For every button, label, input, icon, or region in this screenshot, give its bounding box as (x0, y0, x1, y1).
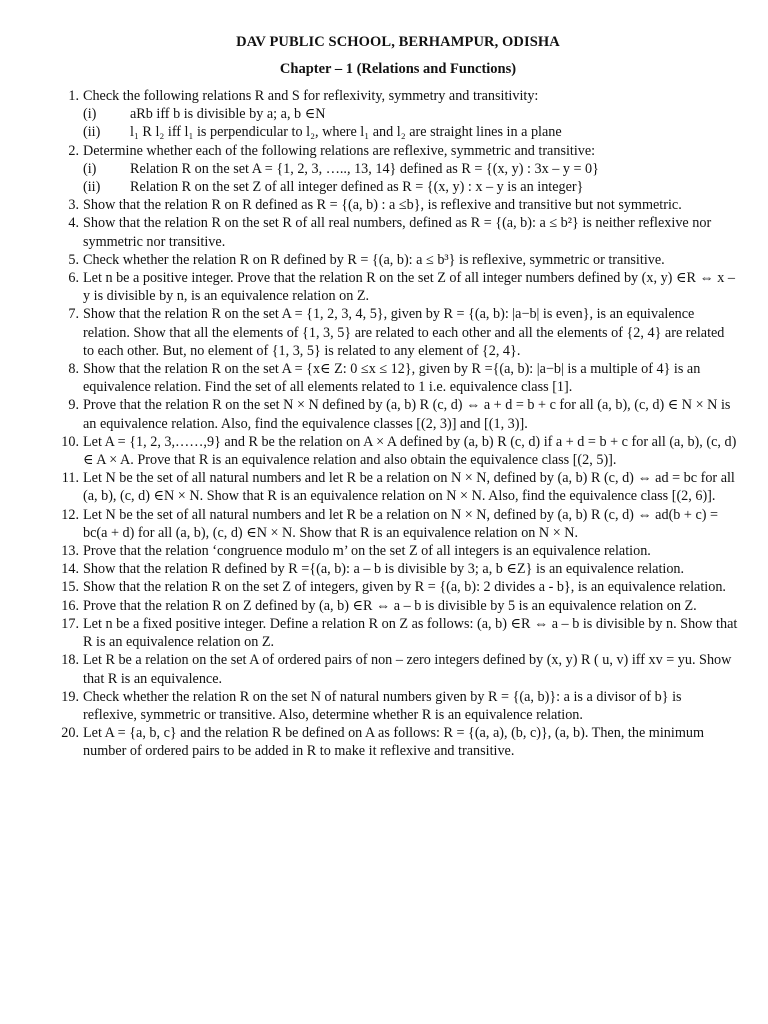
question-item (58, 305, 738, 360)
question-item (58, 578, 738, 596)
question-item (58, 688, 738, 724)
question-number: 14. (61, 561, 79, 578)
school-name: DAV PUBLIC SCHOOL, BERHAMPUR, ODISHA (236, 34, 560, 50)
question-item (58, 542, 738, 560)
question-item (58, 615, 738, 651)
question-number: 17. (61, 615, 79, 632)
question-text: Check whether the relation R on the set N of natural numbers given by R = {(a, b)}: a is a divisor of b} is reflexive, symmetric or transitive. Also, determine whether R is an equivalence relation. (83, 688, 682, 723)
question-text: Check the following relations R and S for reflexivity, symmetry and transitivity: (83, 88, 539, 104)
question-text: Let N be the set of all natural numbers and let R be a relation on N × N, defined by (a, b) R (c, d) ⇔ ad = bc for all (a, b), (c, d) ∈N × N. Show that R is an equivalence relation on N × N. Also, find the equivalence class [(2, 6)]. (83, 470, 735, 505)
question-text: Let N be the set of all natural numbers and let R be a relation on N × N, defined by (a, b) R (c, d) ⇔ ad(b + c) = bc(a + d) for all (a, b), (c, d) ∈N × N. Show that R is an equivalence relation on N × N. (83, 506, 719, 541)
chapter-title: Chapter – 1 (Relations and Functions) (279, 61, 517, 77)
question-item (58, 360, 738, 396)
question-item (58, 651, 738, 687)
question-number: 15. (61, 579, 79, 596)
question-item (58, 251, 738, 269)
question-text: Prove that the relation ‘congruence modulo m’ on the set Z of all integers is an equivalence relation. (83, 543, 651, 560)
question-text: Show that the relation R on the set Z of integers, given by R = {(a, b): 2 divides a - b}, is an equivalence relation. (83, 579, 726, 596)
sub-question-label: (ii) (83, 179, 101, 196)
question-item (58, 469, 738, 505)
question-item (58, 142, 738, 197)
question-text: Let R be a relation on the set A of ordered pairs of non – zero integers defined by (x, y) R ( u, v) iff xv = yu. Show that R is an equivalence. (83, 652, 732, 687)
question-number: 12. (61, 506, 79, 523)
question-item (58, 506, 738, 542)
question-item (58, 214, 738, 250)
question-number: 7. (68, 306, 79, 323)
question-number: 16. (61, 597, 79, 614)
question-text: Let n be a fixed positive integer. Define a relation R on Z as follows: (a, b) ∈R ⇔ a – b is divisible by n. Show that R is an equivalence relation on Z. (83, 615, 738, 651)
sub-question (83, 105, 738, 123)
question-item (58, 396, 738, 432)
question-text: Let n be a positive integer. Prove that the relation R on the set Z of all integer numbers defined by (x, y) ∈R ⇔ x – y is divisible by n, is an equivalence relation on Z. (83, 270, 735, 305)
sub-question-text: Relation R on the set A = {1, 2, 3, ….., 13, 14} defined as R = {(x, y) : 3x – y = 0} (130, 160, 599, 177)
question-item (58, 87, 738, 142)
question-number: 19. (61, 688, 79, 705)
question-number: 18. (61, 652, 79, 669)
question-text: Let A = {a, b, c} and the relation R be defined on A as follows: R = {(a, a), (b, c)}, (a, b). Then, the minimum number of ordered pairs to be added in R to make it reflexive and transitive. (83, 725, 704, 760)
question-number: 6. (68, 270, 79, 287)
question-number: 9. (68, 397, 79, 414)
question-item (58, 597, 738, 615)
question-text: Prove that the relation R on Z defined by (a, b) ∈R ⇔ a – b is divisible by 5 is an equivalence relation on Z. (83, 597, 697, 614)
sub-question-text: Relation R on the set Z of all integer defined as R = {(x, y) : x – y is an integer} (130, 179, 584, 196)
question-text: Show that the relation R defined by R ={(a, b): a – b is divisible by 3; a, b ∈Z} is an equivalence relation. (83, 561, 685, 578)
question-number: 3. (68, 197, 79, 214)
question-number: 8. (68, 361, 79, 378)
sub-question-label: (ii) (83, 124, 101, 141)
question-text: Let A = {1, 2, 3,……,9} and R be the relation on A × A defined by (a, b) R (c, d) if a + d = b + c for all (a, b), (c, d) ∈ A × A. Prove that R is an equivalence relation and also obtain the equivalence class [(2, 5)]. (83, 433, 737, 469)
question-item (58, 433, 738, 469)
question-text: Show that the relation R on the set A = {x∈ Z: 0 ≤x ≤ 12}, given by R ={(a, b): |a−b| is a multiple of 4} is an equivalence relation. Find the set of all elements related to 1 i.e. equivalence class [1]. (83, 361, 701, 396)
question-item (58, 196, 738, 214)
sub-question-text: l₁ R l₂ iff l₁ is perpendicular to l₂, where l₁ and l₂ are straight lines in a plane (130, 124, 562, 141)
question-text: Show that the relation R on the set R of all real numbers, defined as R = {(a, b): a ≤ b²} is neither reflexive nor symmetric nor transitive. (83, 215, 712, 250)
question-text: Check whether the relation R on R defined by R = {(a, b): a ≤ b³} is reflexive, symmetric or transitive. (83, 251, 665, 268)
question-number: 20. (61, 725, 79, 742)
question-number: 11. (61, 470, 79, 487)
question-number: 13. (61, 543, 79, 560)
question-item (58, 560, 738, 578)
sub-question (83, 178, 738, 196)
question-number: 10. (61, 433, 79, 450)
question-list (58, 87, 738, 761)
question-item (58, 724, 738, 760)
question-number: 2. (68, 142, 79, 159)
sub-question-label: (i) (83, 106, 97, 123)
question-number: 1. (68, 88, 79, 104)
question-text: Determine whether each of the following relations are reflexive, symmetric and transitive: (83, 142, 596, 159)
sub-question-text: aRb iff b is divisible by a; a, b ∈N (130, 106, 326, 123)
question-text: Show that the relation R on the set A = {1, 2, 3, 4, 5}, given by R = {(a, b): |a−b| is even}, is an equivalence relation. Show that all the elements of {1, 3, 5} are related to each other and all the elements of {2, 4} are related to each other. But, no element of {1, 3, 5} is related to any element of {2, 4}. (83, 306, 725, 359)
question-text: Show that the relation R on R defined as R = {(a, b) : a ≤b}, is reflexive and transitive but not symmetric. (83, 197, 682, 214)
sub-question (83, 123, 738, 141)
question-number: 5. (68, 251, 79, 268)
question-number: 4. (68, 215, 79, 232)
sub-question-label: (i) (83, 160, 97, 177)
question-text: Prove that the relation R on the set N × N defined by (a, b) R (c, d) ⇔ a + d = b + c for all (a, b), (c, d) ∈ N × N is an equivalence relation. Also, find the equivalence classes [(2, 3)] and [(1, 3)]. (83, 397, 731, 432)
question-item (58, 269, 738, 305)
sub-question (83, 160, 738, 178)
